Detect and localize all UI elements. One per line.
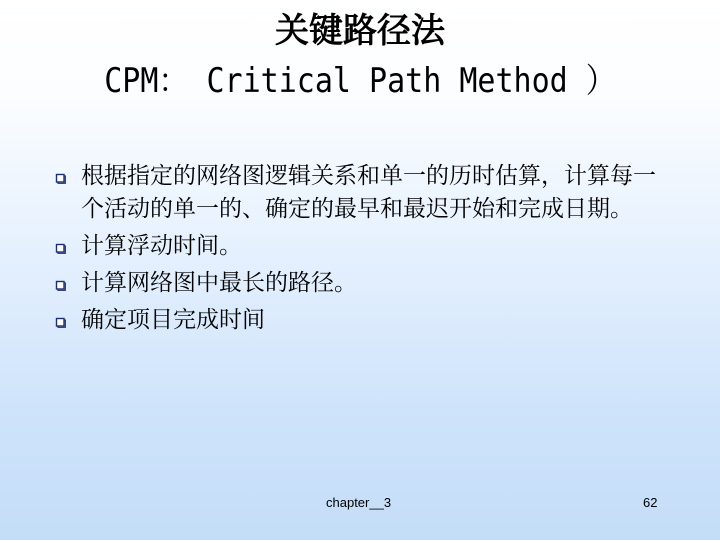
slide-subtitle: CPM： Critical Path Method ） <box>104 61 616 101</box>
bullet-item <box>55 230 675 263</box>
hollow-square-bullet-icon <box>55 317 66 328</box>
bullet-text: 确定项目完成时间 <box>81 307 265 333</box>
bullet-item <box>55 267 675 300</box>
bullet-text: 根据指定的网络图逻辑关系和单一的历时估算，计算每一个活动的单一的、确定的最早和最迟开始和完成日期。 <box>81 163 656 222</box>
hollow-square-bullet-icon <box>55 243 66 254</box>
hollow-square-bullet-icon <box>55 280 66 291</box>
page-number: 62 <box>643 495 658 510</box>
slide-title: 关键路径法 <box>275 11 445 51</box>
bullet-text: 计算网络图中最长的路径。 <box>81 270 357 296</box>
bullet-list <box>55 160 675 341</box>
hollow-square-bullet-icon <box>55 173 66 184</box>
footer-chapter: chapter__3 <box>326 495 392 510</box>
bullet-item <box>55 160 675 226</box>
bullet-text: 计算浮动时间。 <box>81 233 242 259</box>
bullet-item <box>55 304 675 337</box>
